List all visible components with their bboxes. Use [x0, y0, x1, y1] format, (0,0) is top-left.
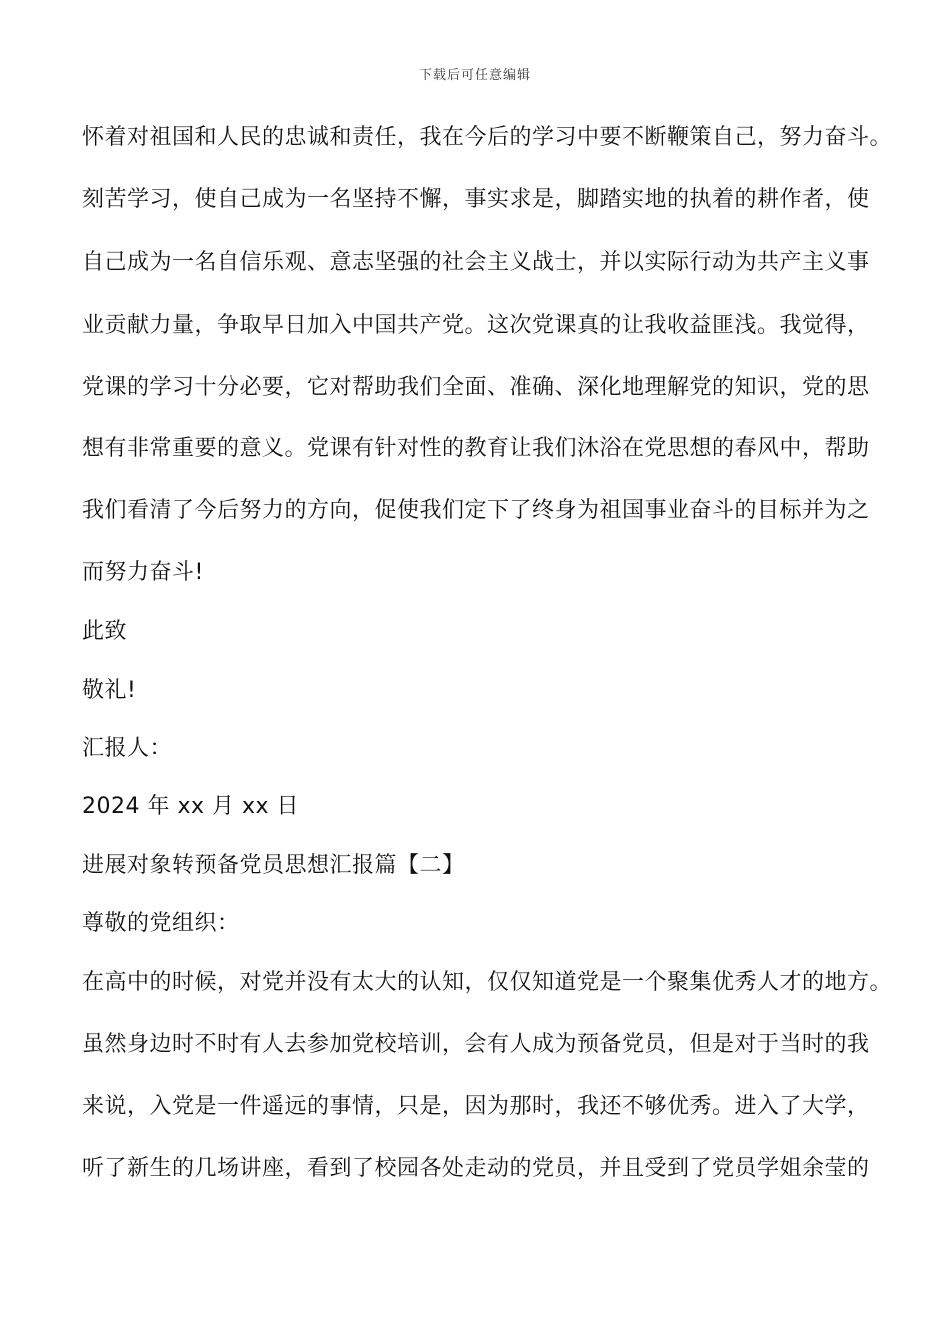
paragraph-line: 怀着对祖国和人民的忠诚和责任，我在今后的学习中要不断鞭策自己，努力奋斗。	[82, 125, 893, 150]
paragraph-line: 刻苦学习，使自己成为一名坚持不懈，事实求是，脚踏实地的执着的耕作者，使	[82, 187, 870, 212]
closing-salutation: 此致	[82, 619, 128, 644]
paragraph-line: 自己成为一名自信乐观、意志坚强的社会主义战士，并以实际行动为共产主义事	[82, 250, 870, 275]
paragraph-line: 听了新生的几场讲座，看到了校园各处走动的党员，并且受到了党员学姐余莹的	[82, 1156, 870, 1181]
paragraph-line: 我们看清了今后努力的方向，促使我们定下了终身为祖国事业奋斗的目标并为之	[82, 498, 870, 523]
paragraph-line: 想有非常重要的意义。党课有针对性的教育让我们沐浴在党思想的春风中，帮助	[82, 436, 870, 461]
paragraph-line: 业贡献力量，争取早日加入中国共产党。这次党课真的让我收益匪浅。我觉得，	[82, 313, 870, 338]
greeting: 尊敬的党组织：	[82, 911, 240, 936]
paragraph-line: 党课的学习十分必要，它对帮助我们全面、准确、深化地理解党的知识，党的思	[82, 375, 870, 400]
paragraph-line: 来说，入党是一件遥远的事情，只是，因为那时，我还不够优秀。进入了大学，	[82, 1094, 870, 1119]
page-header: 下载后可任意编辑	[418, 68, 531, 83]
report-date: 2024 年 xx 月 xx 日	[82, 794, 300, 819]
closing-regards: 敬礼!	[82, 678, 137, 703]
paragraph-line: 而努力奋斗!	[82, 560, 204, 585]
paragraph-line: 虽然身边时不时有人去参加党校培训，会有人成为预备党员，但是对于当时的我	[82, 1032, 870, 1057]
section-heading: 进展对象转预备党员思想汇报篇【二】	[82, 853, 465, 878]
paragraph-line: 在高中的时候，对党并没有太大的认知，仅仅知道党是一个聚集优秀人才的地方。	[82, 970, 893, 995]
reporter-label: 汇报人：	[82, 736, 173, 761]
